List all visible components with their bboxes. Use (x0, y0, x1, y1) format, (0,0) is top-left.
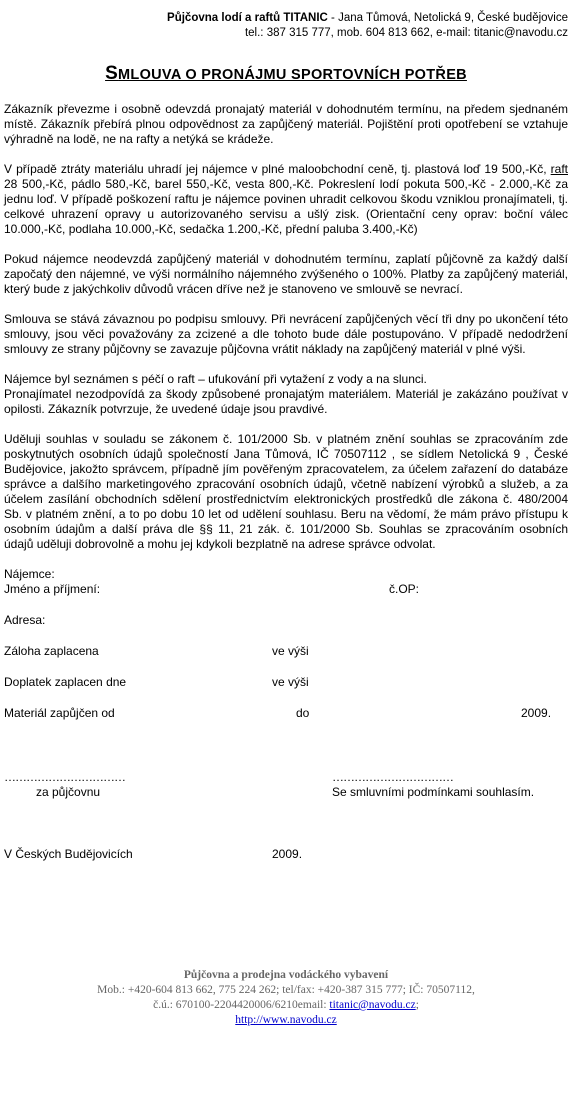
paragraph-loss-text-b: 28 500,-Kč, pádlo 580,-Kč, barel 550,-Kč, vesta 800,-Kč. Pokreslení lodí pokuta 500,-Kč - 2.000,-Kč za jednu loď. V případě poškození raftu je nájemce povinen uhradit celkovou škodu vzniklou pronajímateli, tj. celkové uhrazení opravy u autorizovaného servisu a ušlý zisk. (Orientační ceny oprav: boční válec 10.000,-Kč, podlaha 10.000,-Kč, sedačka 1.200,-Kč, přední paluba 3.400,-Kč) (4, 177, 568, 236)
letterhead-line-1 (4, 11, 568, 26)
label-doplatek: Doplatek zaplacen dne (4, 675, 127, 689)
label-misto: V Českých Budějovicích (4, 847, 133, 861)
footer (4, 968, 568, 1028)
label-adresa: Adresa: (4, 613, 46, 627)
label-za-pujcovnu: za půjčovnu (36, 785, 101, 799)
paragraph-loss-damage (4, 162, 568, 237)
paragraph-late-return: Pokud nájemce neodevzdá zapůjčený materiál v dohodnutém termínu, zaplatí půjčovně za každý další započatý den nájemné, ve výši normálního nájemného zvýšeného o 100%. Platby za zapůjčený materiál, který bude z jakýchkoliv důvodů vrácen dříve než je stanoveno ve smlouvě se nevrací. (4, 252, 568, 296)
label-cislo-op: č.OP: (389, 582, 420, 596)
label-year-2: 2009. (272, 847, 303, 861)
footer-contacts: Mob.: +420-604 813 662, 775 224 262; tel/fax: +420-387 315 777; IČ: 70507112, (97, 984, 475, 996)
signature-line-left: …………………………… (4, 770, 125, 784)
paragraph-binding: Smlouva se stává závaznou po podpisu smlouvy. Při nevrácení zapůjčených věcí tři dny po ukončení této smlouvy, jsou věci považovány za zcizené a dle tohoto bude dále postupováno. V případě nedodržení smlouvy ze strany půjčovny se zavazuje půjčovna vrátit náklady na zapůjčený materiál v plné výši. (4, 312, 568, 356)
company-name: Půjčovna lodí a raftů TITANIC (167, 12, 328, 24)
label-ve-vysi-2: ve výši (272, 675, 309, 689)
contract-page (4, 0, 568, 1040)
label-zaloha: Záloha zaplacena (4, 644, 99, 658)
paragraph-care-rest: Pronajímatel nezodpovídá za škody způsobené pronajatým materiálem. Materiál je zakázáno používat v opilosti. Zákazník potvrzuje, že uvedené údaje jsou pravdivé. (4, 387, 568, 416)
footer-line-3 (4, 998, 568, 1013)
letterhead (4, 0, 568, 41)
title-rest: MLOUVA O PRONÁJMU SPORTOVNÍCH POTŘEB (118, 67, 467, 83)
footer-website-link[interactable]: http://www.navodu.cz (235, 1014, 337, 1026)
label-year-1: 2009. (521, 706, 552, 720)
label-do: do (296, 706, 310, 720)
label-jmeno: Jméno a příjmení: (4, 582, 101, 596)
footer-company: Půjčovna a prodejna vodáckého vybavení (183, 969, 389, 981)
signature-line-right: …………………………… (332, 770, 453, 784)
footer-email-link[interactable]: titanic@navodu.cz (329, 999, 416, 1011)
owner-address: - Jana Tůmová, Netolická 9, České budějovice (327, 12, 568, 24)
footer-line-4 (4, 1013, 568, 1028)
label-najemce: Nájemce: (4, 567, 55, 581)
paragraph-gdpr-consent: Uděluji souhlas v souladu se zákonem č. 101/2000 Sb. v platném znění souhlas se zpracováním zde poskytnutých osobních údajů společností Jana Tůmová, IČ 70507112 , se sídlem Netolická 9 , České Budějovice, jakožto správcem, případně jím pověřeným zpracovatelem, za účelem zařazení do databáze správce a dalšího marketingového zpracování osobních údajů, včetně nabízení výrobků a služeb, a za účelem zasílání obchodních sdělení prostřednictvím elektronických prostředků dle zákona č. 480/2004 Sb. v platném znění, a to po dobu 10 let od udělení souhlasu. Beru na vědomí, že mám právo přístupu k osobním údajům a další práva dle §§ 11, 21 zák. č. 101/2000 Sb. Souhlas se zpracováním osobních údajů uděluji dobrovolně a mohu jej kdykoli bezplatně na adrese správce odvolat. (4, 432, 568, 551)
label-souhlasim: Se smluvními podmínkami souhlasím. (332, 785, 535, 799)
label-ve-vysi-1: ve výši (272, 644, 309, 658)
footer-semicolon: ; (415, 999, 419, 1011)
paragraph-care-line-1: Nájemce byl seznámen s péčí o raft – ufukování při vytažení z vody a na slunci. (4, 372, 427, 386)
letterhead-contacts: tel.: 387 315 777, mob. 604 813 662, e-mail: titanic@navodu.cz (244, 27, 568, 39)
paragraph-handover: Zákazník převezme i osobně odevzdá pronajatý materiál v dohodnutém termínu, na předem sjednaném místě. Zákazník přebírá plnou odpovědnost za zapůjčený materiál. Pojištění proti opotřebení se vztahuje výhradně na lodě, ne na rafty a netýká se krádeže. (4, 102, 568, 146)
paragraph-care (4, 372, 568, 417)
contract-title (4, 63, 568, 84)
contract-body (4, 102, 568, 1107)
footer-line-1 (4, 968, 568, 983)
title-first-letter: S (105, 63, 119, 84)
paragraph-loss-raft: raft (550, 162, 568, 176)
footer-bank: č.ú.: 670100-2204420006/6210email: (153, 999, 330, 1011)
paragraph-loss-text-a: V případě ztráty materiálu uhradí jej nájemce v plné maloobchodní ceně, tj. plastová loď 19 500,-Kč, (4, 162, 551, 176)
label-material: Materiál zapůjčen od (4, 706, 115, 720)
